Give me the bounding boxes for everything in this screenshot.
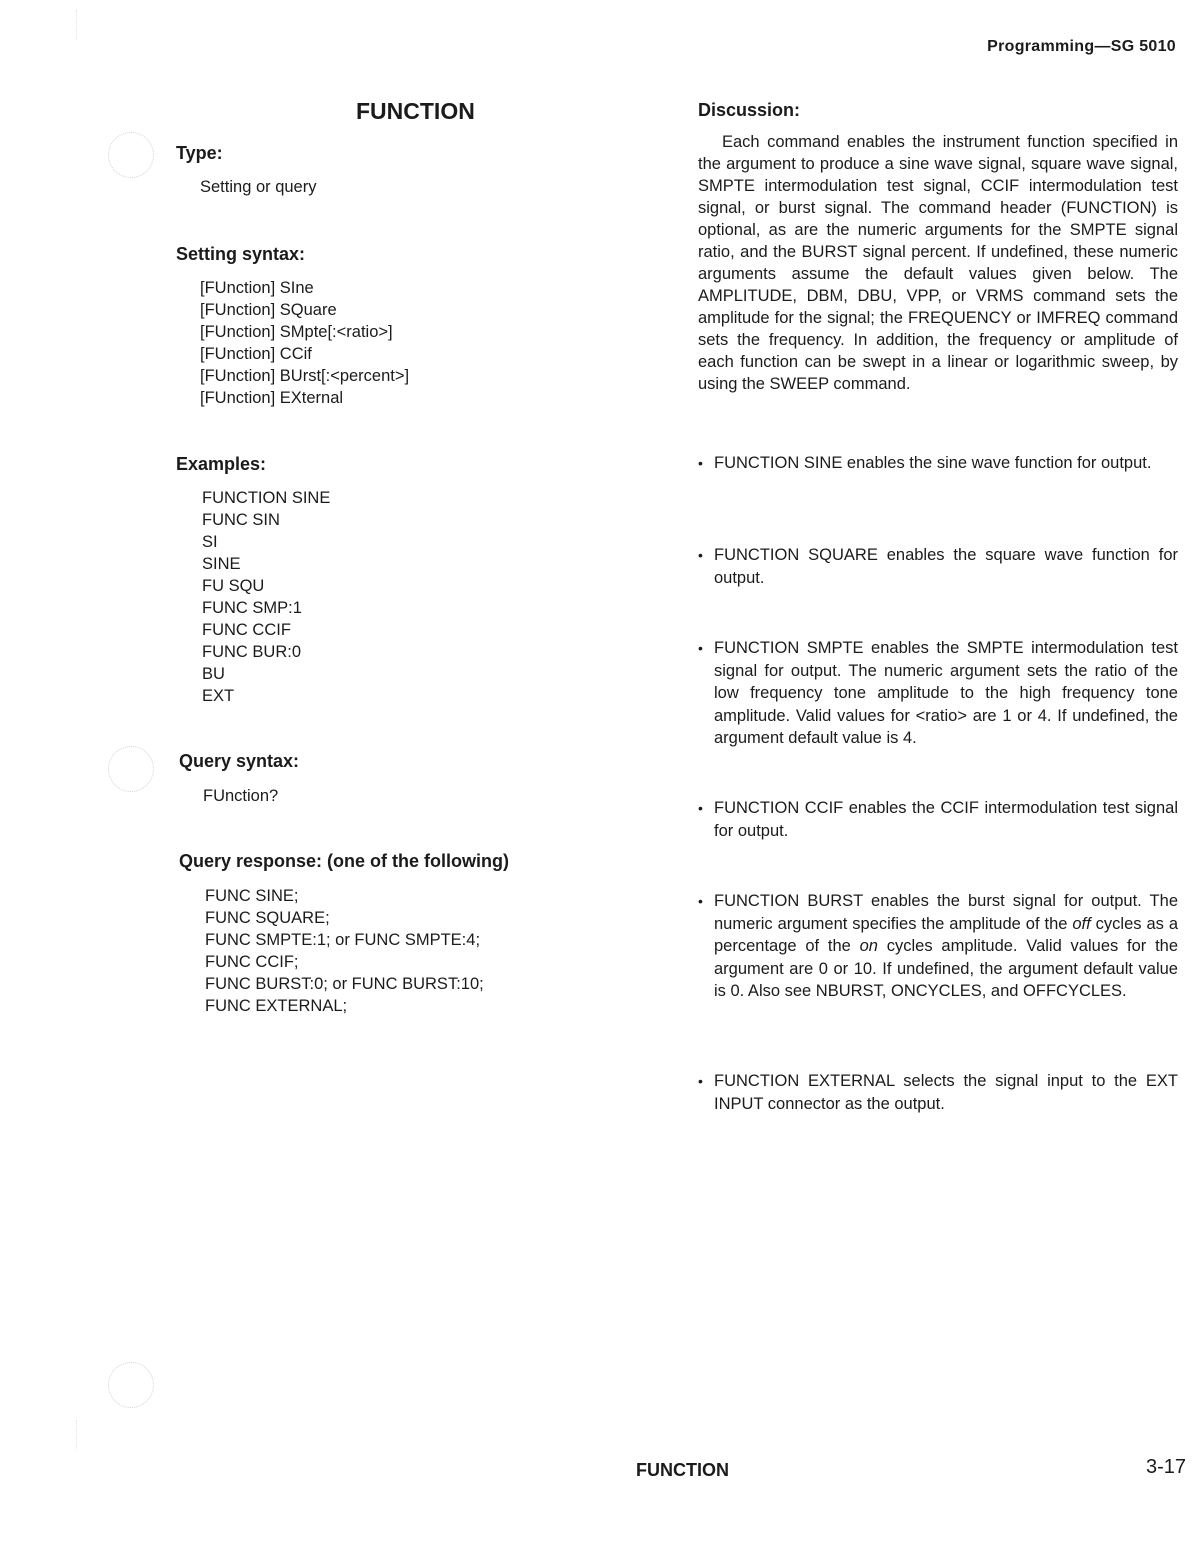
query-response-line: FUNC SMPTE:1; or FUNC SMPTE:4; [205, 931, 481, 949]
footer-section-name: FUNCTION [636, 1460, 729, 1480]
bullet-icon: • [698, 800, 703, 816]
bullet-text: FUNCTION SINE enables the sine wave function for output. [714, 454, 1152, 472]
setting-syntax-line: [FUnction] SQuare [200, 301, 337, 319]
bullet-icon: • [698, 640, 703, 656]
setting-syntax-line: [FUnction] CCif [200, 345, 312, 363]
discussion-paragraph: Each command enables the instrument function specified in the argument to produce a sine wave signal, square wave signal, SMPTE intermodulation test signal, CCIF intermodulation test signal, or burst signal. The command header (FUNCTION) is optional, as are the numeric arguments for the SMPTE signal ratio, and the BURST signal percent. If undefined, these numeric arguments assume the default values given below. The AMPLITUDE, DBM, DBU, VPP, or VRMS command sets the amplitude for the signal; the FREQUENCY or IMFREQ command sets the frequency. In addition, the frequency or amplitude of each function can be swept in a linear or logarithmic sweep, by using the SWEEP command. [698, 133, 1178, 393]
query-response-line: FUNC EXTERNAL; [205, 997, 348, 1015]
examples-heading: Examples: [176, 454, 267, 474]
example-line: FUNC SIN [202, 511, 280, 529]
bullet-icon: • [698, 1073, 703, 1089]
bullet-square [698, 544, 1178, 589]
query-response-list [205, 885, 484, 1017]
bullet-ccif [698, 797, 1178, 842]
punch-hole-bottom [108, 1362, 154, 1408]
margin-mark [76, 10, 79, 40]
setting-syntax-line: [FUnction] SMpte[:<ratio>] [200, 323, 393, 341]
bullet-external [698, 1070, 1178, 1115]
punch-hole-middle [108, 746, 154, 792]
type-value: Setting or query [200, 178, 317, 196]
discussion-heading: Discussion: [698, 100, 801, 120]
query-response-line: FUNC SQUARE; [205, 909, 330, 927]
setting-syntax-heading: Setting syntax: [176, 244, 306, 264]
setting-syntax-list [200, 277, 409, 409]
bullet-burst [698, 890, 1178, 1003]
setting-syntax-line: [FUnction] SIne [200, 279, 314, 297]
bullet-text: FUNCTION EXTERNAL selects the signal input to the EXT INPUT connector as the output. [714, 1072, 1178, 1113]
bullet-icon: • [698, 455, 703, 471]
example-line: FUNC CCIF [202, 621, 291, 639]
bullet-icon: • [698, 893, 703, 909]
query-response-line: FUNC BURST:0; or FUNC BURST:10; [205, 975, 484, 993]
type-heading: Type: [176, 143, 223, 163]
bullet-smpte [698, 637, 1178, 750]
query-syntax-value: FUnction? [203, 787, 279, 805]
example-line: FUNC SMP:1 [202, 599, 302, 617]
query-syntax-heading: Query syntax: [179, 751, 300, 771]
example-line: FUNC BUR:0 [202, 643, 302, 661]
query-response-line: FUNC SINE; [205, 887, 299, 905]
query-response-heading: Query response: (one of the following) [179, 851, 510, 871]
page-number: 3-17 [1145, 1456, 1186, 1478]
bullet-icon: • [698, 547, 703, 563]
example-line: BU [202, 665, 225, 683]
query-response-line: FUNC CCIF; [205, 953, 299, 971]
bullet-text: FUNCTION BURST enables the burst signal for output. The numeric argument specifies the amplitude of the off cycles as a percentage of the on cycles amplitude. Valid values for the argument are 0 or 10. If undefined, the argument default value is 0. Also see NBURST, ONCYCLES, and OFFCYCLES. [714, 892, 1179, 1000]
page-title: FUNCTION [356, 98, 475, 124]
bullet-text: FUNCTION SMPTE enables the SMPTE intermodulation test signal for output. The numeric argument sets the ratio of the low frequency tone amplitude to the high frequency tone amplitude. Valid values for <ratio> are 1 or 4. If undefined, the argument default value is 4. [714, 639, 1178, 747]
bullet-text: FUNCTION CCIF enables the CCIF intermodulation test signal for output. [714, 799, 1178, 840]
bullet-text: FUNCTION SQUARE enables the square wave function for output. [714, 546, 1178, 587]
running-header: Programming—SG 5010 [987, 38, 1176, 55]
setting-syntax-line: [FUnction] EXternal [200, 389, 344, 407]
example-line: FUNCTION SINE [202, 489, 331, 507]
bullet-sine [698, 452, 1178, 475]
example-line: SI [202, 533, 218, 551]
setting-syntax-line: [FUnction] BUrst[:<percent>] [200, 367, 410, 385]
margin-mark [76, 1420, 79, 1450]
punch-hole-top [108, 132, 154, 178]
example-line: SINE [202, 555, 241, 573]
example-line: EXT [202, 687, 235, 705]
examples-list [202, 487, 330, 707]
example-line: FU SQU [202, 577, 265, 595]
